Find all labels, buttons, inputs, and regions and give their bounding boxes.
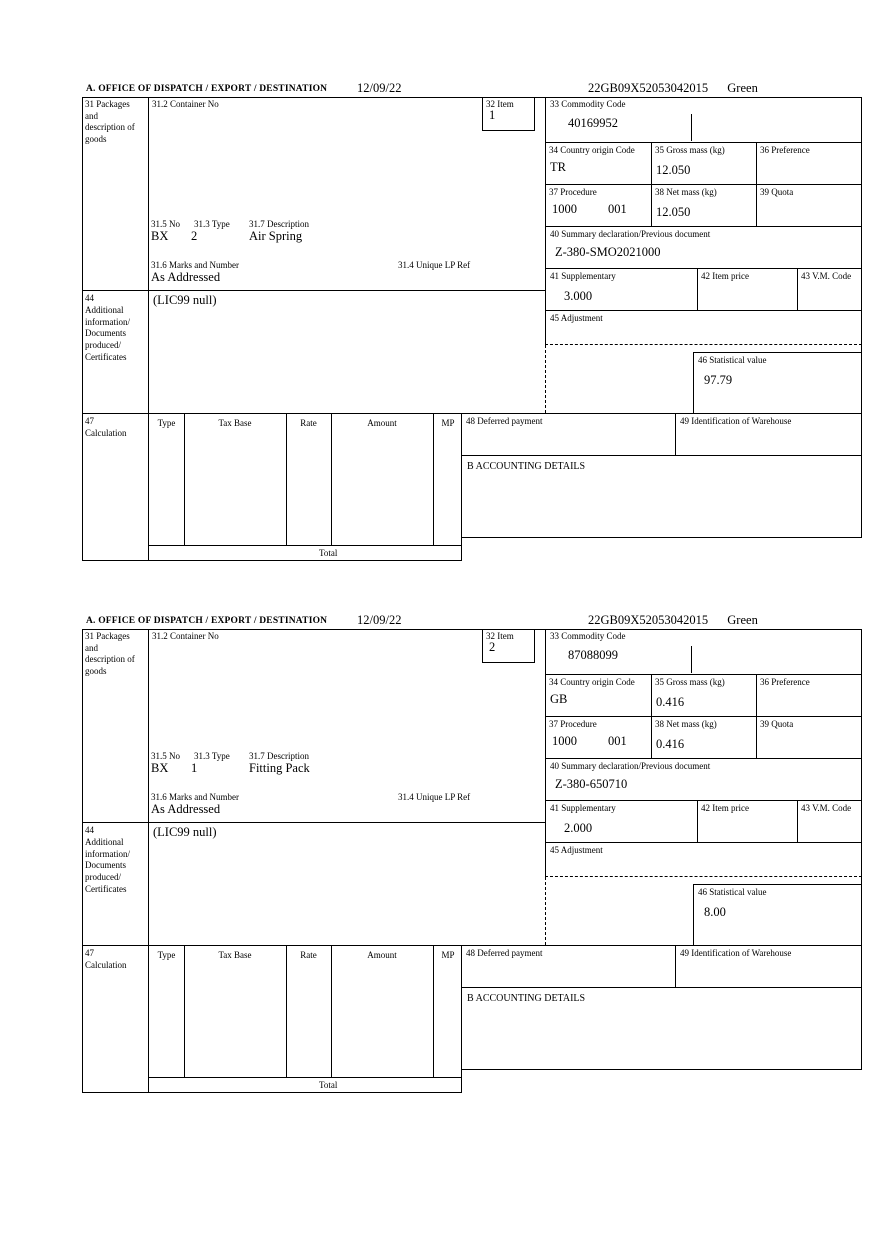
box-49-warehouse-cell (675, 413, 862, 455)
box-42-item-price-cell (697, 268, 797, 310)
statistical-value: 8.00 (704, 905, 726, 919)
box-38-net-mass-cell (651, 184, 756, 226)
marks-and-number-value: As Addressed (151, 802, 221, 816)
adjustment-label: 45 Adjustment (550, 313, 603, 323)
unique-lp-ref-label: 31.4 Unique LP Ref (398, 792, 471, 802)
box-40-summary-cell (545, 758, 862, 800)
item-2-section (82, 612, 862, 1094)
commodity-code-divider (691, 114, 692, 141)
box-34-country-cell (545, 674, 651, 716)
box-35-gross-mass-cell (651, 674, 756, 716)
column-header-tax-base: Tax Base (218, 950, 252, 960)
calculation-label: Calculation (85, 428, 127, 438)
box-32-item-cell (482, 629, 535, 663)
box-47-label-cell (82, 945, 148, 1093)
packages-description-label: 31.7 Description (249, 751, 309, 761)
box-36-preference-cell (756, 142, 862, 184)
item-number-label: 32 Item (486, 99, 514, 109)
box-31-label-cell (82, 629, 148, 822)
office-of-dispatch-label: A. OFFICE OF DISPATCH / EXPORT / DESTINATION (86, 616, 328, 626)
box-31-label: 31 Packages and description of goods (85, 99, 135, 145)
commodity-code-divider (691, 646, 692, 673)
box-48-deferred-cell (462, 413, 675, 455)
table-divider (433, 414, 434, 546)
gross-mass-label: 35 Gross mass (kg) (655, 145, 725, 155)
box-38-net-mass-cell (651, 716, 756, 758)
gross-mass-value: 0.416 (656, 695, 685, 709)
box-36-preference-cell (756, 674, 862, 716)
box-31-label-cell (82, 97, 148, 290)
net-mass-label: 38 Net mass (kg) (655, 719, 717, 729)
item-price-label: 42 Item price (701, 803, 749, 813)
vm-code-label: 43 V.M. Code (801, 271, 852, 281)
routing-status: Green (727, 81, 758, 95)
table-divider (331, 414, 332, 546)
column-header-amount: Amount (367, 418, 397, 428)
dispatch-date: 12/09/22 (357, 613, 402, 627)
box-48-deferred-cell (462, 945, 675, 987)
commodity-code-label: 33 Commodity Code (550, 631, 626, 641)
net-mass-value: 0.416 (656, 737, 685, 751)
warehouse-id-label: 49 Identification of Warehouse (680, 948, 792, 958)
box-41-supplementary-cell (545, 268, 697, 310)
statistical-value: 97.79 (704, 373, 733, 387)
packages-description-value: Air Spring (249, 229, 303, 243)
item-1-section (82, 80, 862, 562)
net-mass-label: 38 Net mass (kg) (655, 187, 717, 197)
procedure-value: 1000 (552, 734, 577, 748)
box-39-quota-cell (756, 716, 862, 758)
statistical-value-label: 46 Statistical value (698, 887, 767, 897)
box-44-label-cell (82, 290, 148, 413)
summary-declaration-label: 40 Summary declaration/Previous document (550, 229, 711, 239)
supplementary-value: 3.000 (564, 289, 593, 303)
box-44-content-cell (148, 290, 545, 413)
country-origin-label: 34 Country origin Code (549, 145, 635, 155)
packages-no-label: 31.5 No (151, 751, 180, 761)
box-35-gross-mass-cell (651, 142, 756, 184)
quota-label: 39 Quota (760, 719, 794, 729)
procedure-extra-value: 001 (608, 734, 627, 748)
box-46-statistical-cell (693, 352, 862, 413)
column-header-rate: Rate (300, 418, 317, 428)
gross-mass-value: 12.050 (656, 163, 691, 177)
column-header-amount: Amount (367, 950, 397, 960)
calculation-total-row (148, 545, 462, 561)
packages-type-label: 31.3 Type (194, 219, 230, 229)
table-divider (184, 946, 185, 1078)
box-47-number: 47 (85, 416, 94, 426)
procedure-label: 37 Procedure (549, 719, 597, 729)
supplementary-label: 41 Supplementary (550, 803, 616, 813)
box-44-number: 44 (85, 825, 94, 835)
box-34-country-cell (545, 142, 651, 184)
total-label: Total (319, 1080, 338, 1090)
accounting-details-label: B ACCOUNTING DETAILS (467, 993, 586, 1004)
procedure-label: 37 Procedure (549, 187, 597, 197)
routing-status: Green (727, 613, 758, 627)
box-37-procedure-cell (545, 184, 651, 226)
procedure-value: 1000 (552, 202, 577, 216)
box-47-number: 47 (85, 948, 94, 958)
dashed-divider (545, 345, 546, 413)
dashed-divider (545, 877, 546, 945)
item-number-value: 1 (489, 108, 496, 122)
box-43-vm-code-cell (797, 268, 862, 310)
declaration-reference (588, 613, 758, 628)
mrn-value: 22GB09X52053042015 (588, 613, 709, 627)
column-header-mp: MP (441, 418, 455, 428)
dispatch-date: 12/09/22 (357, 81, 402, 95)
packages-description-label: 31.7 Description (249, 219, 309, 229)
item-price-label: 42 Item price (701, 271, 749, 281)
column-header-rate: Rate (300, 950, 317, 960)
accounting-details-label: B ACCOUNTING DETAILS (467, 461, 586, 472)
accounting-details-cell (462, 987, 862, 1070)
calculation-label: Calculation (85, 960, 127, 970)
deferred-payment-label: 48 Deferred payment (466, 416, 543, 426)
marks-and-number-value: As Addressed (151, 270, 221, 284)
box-37-procedure-cell (545, 716, 651, 758)
additional-info-value: (LIC99 null) (153, 825, 217, 839)
table-divider (286, 946, 287, 1078)
supplementary-label: 41 Supplementary (550, 271, 616, 281)
procedure-extra-value: 001 (608, 202, 627, 216)
packages-no-value: BX (151, 229, 169, 243)
office-of-dispatch-label: A. OFFICE OF DISPATCH / EXPORT / DESTINATION (86, 84, 328, 94)
box-43-vm-code-cell (797, 800, 862, 842)
column-header-tax-base: Tax Base (218, 418, 252, 428)
packages-type-value: 1 (191, 761, 198, 775)
box-42-item-price-cell (697, 800, 797, 842)
summary-declaration-value: Z-380-650710 (555, 777, 628, 791)
adjustment-label: 45 Adjustment (550, 845, 603, 855)
box-47-label-cell (82, 413, 148, 561)
gross-mass-label: 35 Gross mass (kg) (655, 677, 725, 687)
preference-label: 36 Preference (760, 145, 810, 155)
commodity-code-value: 87088099 (568, 648, 618, 662)
calculation-table (148, 945, 462, 1077)
box-40-summary-cell (545, 226, 862, 268)
column-header-mp: MP (441, 950, 455, 960)
container-no-label: 31.2 Container No (152, 99, 219, 109)
box-46-statistical-cell (693, 884, 862, 945)
box-44-label: Additional information/ Documents produced/ Certificates (85, 305, 130, 362)
marks-and-number-label: 31.6 Marks and Number (151, 792, 239, 802)
commodity-code-label: 33 Commodity Code (550, 99, 626, 109)
quota-label: 39 Quota (760, 187, 794, 197)
warehouse-id-label: 49 Identification of Warehouse (680, 416, 792, 426)
item-number-value: 2 (489, 640, 496, 654)
packages-type-label: 31.3 Type (194, 751, 230, 761)
packages-no-value: BX (151, 761, 169, 775)
statistical-value-label: 46 Statistical value (698, 355, 767, 365)
summary-declaration-label: 40 Summary declaration/Previous document (550, 761, 711, 771)
box-33-commodity-cell (545, 629, 862, 674)
net-mass-value: 12.050 (656, 205, 691, 219)
accounting-details-cell (462, 455, 862, 538)
box-41-supplementary-cell (545, 800, 697, 842)
container-no-label: 31.2 Container No (152, 631, 219, 641)
country-origin-value: TR (550, 160, 566, 174)
mrn-value: 22GB09X52053042015 (588, 81, 709, 95)
box-44-content-cell (148, 822, 545, 945)
packages-no-label: 31.5 No (151, 219, 180, 229)
country-origin-value: GB (550, 692, 568, 706)
packages-type-value: 2 (191, 229, 198, 243)
box-33-commodity-cell (545, 97, 862, 142)
calculation-table (148, 413, 462, 545)
table-divider (433, 946, 434, 1078)
additional-info-value: (LIC99 null) (153, 293, 217, 307)
table-divider (184, 414, 185, 546)
deferred-payment-label: 48 Deferred payment (466, 948, 543, 958)
vm-code-label: 43 V.M. Code (801, 803, 852, 813)
box-45-adjustment-cell (545, 310, 862, 345)
total-label: Total (319, 548, 338, 558)
country-origin-label: 34 Country origin Code (549, 677, 635, 687)
table-divider (331, 946, 332, 1078)
box-49-warehouse-cell (675, 945, 862, 987)
box-44-number: 44 (85, 293, 94, 303)
calculation-total-row (148, 1077, 462, 1093)
box-44-label-cell (82, 822, 148, 945)
column-header-type: Type (157, 950, 176, 960)
item-number-label: 32 Item (486, 631, 514, 641)
preference-label: 36 Preference (760, 677, 810, 687)
box-31-label: 31 Packages and description of goods (85, 631, 135, 677)
box-45-adjustment-cell (545, 842, 862, 877)
commodity-code-value: 40169952 (568, 116, 618, 130)
box-32-item-cell (482, 97, 535, 131)
marks-and-number-label: 31.6 Marks and Number (151, 260, 239, 270)
unique-lp-ref-label: 31.4 Unique LP Ref (398, 260, 471, 270)
table-divider (286, 414, 287, 546)
column-header-type: Type (157, 418, 176, 428)
summary-declaration-value: Z-380-SMO2021000 (555, 245, 661, 259)
packages-description-value: Fitting Pack (249, 761, 310, 775)
supplementary-value: 2.000 (564, 821, 593, 835)
box-39-quota-cell (756, 184, 862, 226)
declaration-reference (588, 81, 758, 96)
box-44-label: Additional information/ Documents produced/ Certificates (85, 837, 130, 894)
